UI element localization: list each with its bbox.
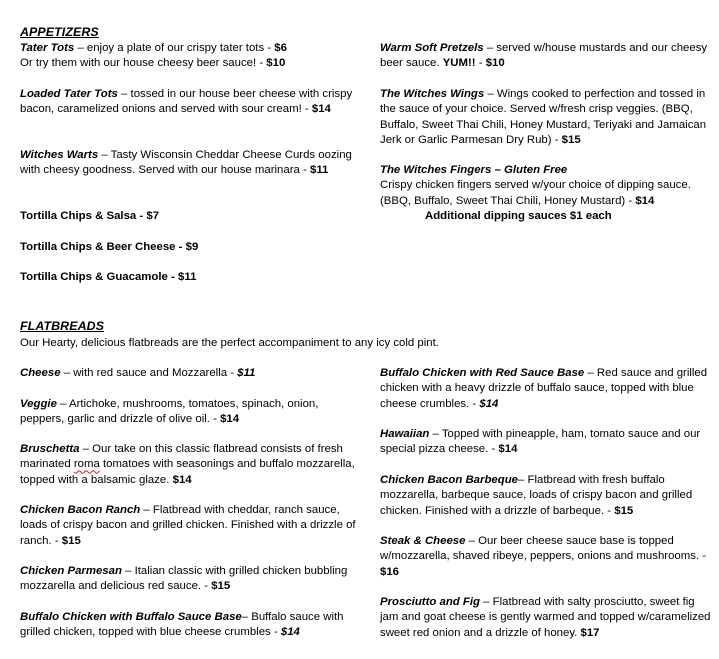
menu-item-witches-wings	[380, 87, 715, 149]
item-name: Tater Tots	[20, 42, 75, 54]
item-description: – served w/house mustards and our cheesy beer sauce.	[380, 42, 708, 70]
item-name: Steak & Cheese	[380, 535, 466, 547]
item-description: – Topped with pineapple, ham, tomato sauce and our special pizza cheese. -	[380, 428, 701, 456]
item-description-cont: tomatoes with seasonings and buffalo mozzarella, topped with a balsamic glaze.	[20, 458, 355, 486]
item-description: – Flatbread with salty prosciutto, sweet fig jam and goat cheese is gently warmed and topped w/caramelized sweet red onion and a drizzle of honey.	[380, 596, 711, 639]
item-name: The Witches Fingers – Gluten Free	[380, 164, 568, 176]
menu-item-buffalo-chicken-red-base	[380, 366, 715, 412]
item-name: Buffalo Chicken with Red Sauce Base	[380, 367, 585, 379]
item-description: – Wings cooked to perfection and tossed in the sauce of your choice. Served w/fresh crisp veggies. (BBQ, Buffalo, Sweet Thai Chili, Honey Mustard, Teriyaki and Jamaican Jerk or Garlic Parmesan Dry Rub) -	[380, 88, 707, 147]
item-name: The Witches Wings	[380, 88, 485, 100]
item-price: $10	[485, 57, 505, 70]
item-price: $14	[479, 397, 499, 410]
item-description: – enjoy a plate of our crispy tater tots -	[74, 42, 275, 54]
menu-item-chicken-bacon-ranch	[20, 503, 360, 549]
item-exclamation: YUM!!	[442, 57, 476, 70]
item-price: $14	[498, 443, 518, 456]
item-name: Chicken Bacon Ranch	[20, 504, 141, 516]
menu-item-witches-warts	[20, 148, 360, 179]
menu-item-chips-beer-cheese	[20, 240, 360, 255]
item-dash: -	[475, 57, 486, 70]
item-description: – Our beer cheese sauce base is topped w/mozzarella, shaved ribeye, peppers, onions and mushrooms. -	[380, 535, 707, 563]
item-description: – with red sauce and Mozzarella -	[60, 367, 238, 379]
flatbreads-heading: FLATBREADS	[20, 319, 105, 333]
menu-item-veggie	[20, 397, 360, 428]
menu-item-hawaiian	[380, 427, 715, 458]
menu-item-witches-fingers	[380, 163, 715, 225]
item-price: $15	[614, 504, 634, 517]
menu-item-steak-cheese	[380, 534, 715, 580]
item-price: $16	[380, 565, 400, 578]
menu-item-buffalo-chicken-buffalo-base	[20, 610, 360, 641]
item-price: $7	[146, 210, 160, 222]
item-extra: Or try them with our house cheesy beer sauce! -	[20, 57, 267, 70]
item-name: Hawaiian	[380, 428, 430, 440]
menu-item-chicken-parmesan	[20, 564, 360, 595]
item-name: Tortilla Chips & Guacamole -	[20, 271, 179, 283]
item-price: $14	[280, 626, 300, 639]
item-description: – tossed in our house beer cheese with crispy bacon, caramelized onions and served with sour cream! -	[20, 88, 353, 116]
item-name: Veggie	[20, 398, 57, 410]
item-name: Cheese	[20, 367, 61, 379]
item-description: Crispy chicken fingers served w/your choice of dipping sauce. (BBQ, Buffalo, Sweet Thai Chili, Honey Mustard) -	[380, 179, 691, 207]
item-name: Tortilla Chips & Salsa -	[20, 210, 147, 222]
menu-item-tater-tots	[20, 41, 360, 72]
item-description: – Red sauce and grilled chicken with a heavy drizzle of buffalo sauce, topped with blue cheese crumbles. -	[380, 367, 708, 410]
item-price: $15	[61, 534, 81, 547]
item-price: $9	[185, 241, 199, 253]
menu-item-soft-pretzels	[380, 41, 715, 72]
item-description: – Flatbread with cheddar, ranch sauce, loads of crispy bacon and grilled chicken. Finished with a drizzle of ranch. -	[20, 504, 356, 547]
dipping-sauce-note: Additional dipping sauces $1 each	[425, 210, 612, 223]
item-description: – Our take on this classic flatbread consists of fresh marinated	[20, 443, 343, 471]
menu-item-chips-salsa	[20, 209, 360, 224]
item-price: $14	[220, 413, 240, 426]
item-description: – Flatbread with fresh buffalo mozzarella, barbeque sauce, loads of crispy bacon and grilled chicken. Finished with a drizzle of barbeque. -	[380, 474, 693, 517]
item-description: – Artichoke, mushrooms, tomatoes, spinach, onion, peppers, garlic and drizzle of olive oil. -	[20, 398, 319, 426]
menu-item-chips-guacamole	[20, 270, 360, 285]
item-description: – Italian classic with grilled chicken bubbling mozzarella and delicious red sauce. -	[20, 565, 348, 593]
item-name: Buffalo Chicken with Buffalo Sauce Base	[20, 611, 242, 623]
item-description: – Tasty Wisconsin Cheddar Cheese Curds oozing with cheesy goodness. Served with our house marinara -	[20, 149, 352, 177]
item-price: $14	[635, 194, 655, 207]
item-name: Warm Soft Pretzels	[380, 42, 484, 54]
item-price: $11	[237, 367, 256, 379]
item-name: Chicken Bacon Barbeque	[380, 474, 518, 486]
item-price: $6	[274, 42, 287, 54]
menu-item-bruschetta	[20, 442, 360, 488]
item-price: $11	[309, 164, 329, 177]
item-description: – Buffalo sauce with grilled chicken, topped with blue cheese crumbles -	[20, 611, 344, 639]
item-name: Loaded Tater Tots	[20, 88, 118, 100]
item-name: Chicken Parmesan	[20, 565, 122, 577]
menu-item-prosciutto-fig	[380, 595, 715, 641]
item-name: Tortilla Chips & Beer Cheese -	[20, 241, 186, 253]
flatbreads-intro: Our Hearty, delicious flatbreads are the perfect accompaniment to any icy cold pint.	[20, 337, 439, 349]
menu-item-loaded-tater-tots	[20, 87, 360, 118]
spellcheck-flagged-word: roma	[73, 458, 100, 471]
appetizers-heading: APPETIZERS	[20, 25, 99, 39]
item-name: Bruschetta	[20, 443, 80, 455]
item-name: Prosciutto and Fig	[380, 596, 480, 608]
menu-item-cheese	[20, 366, 360, 381]
item-name: Witches Warts	[20, 149, 99, 161]
item-price: $17	[580, 626, 600, 639]
item-price: $15	[561, 134, 581, 147]
item-price: $11	[178, 271, 197, 283]
item-price: $15	[211, 580, 231, 593]
item-extra-price: $10	[266, 57, 286, 70]
item-price: $14	[172, 473, 192, 486]
item-price: $14	[311, 103, 331, 116]
menu-item-chicken-bacon-barbeque	[380, 473, 715, 519]
